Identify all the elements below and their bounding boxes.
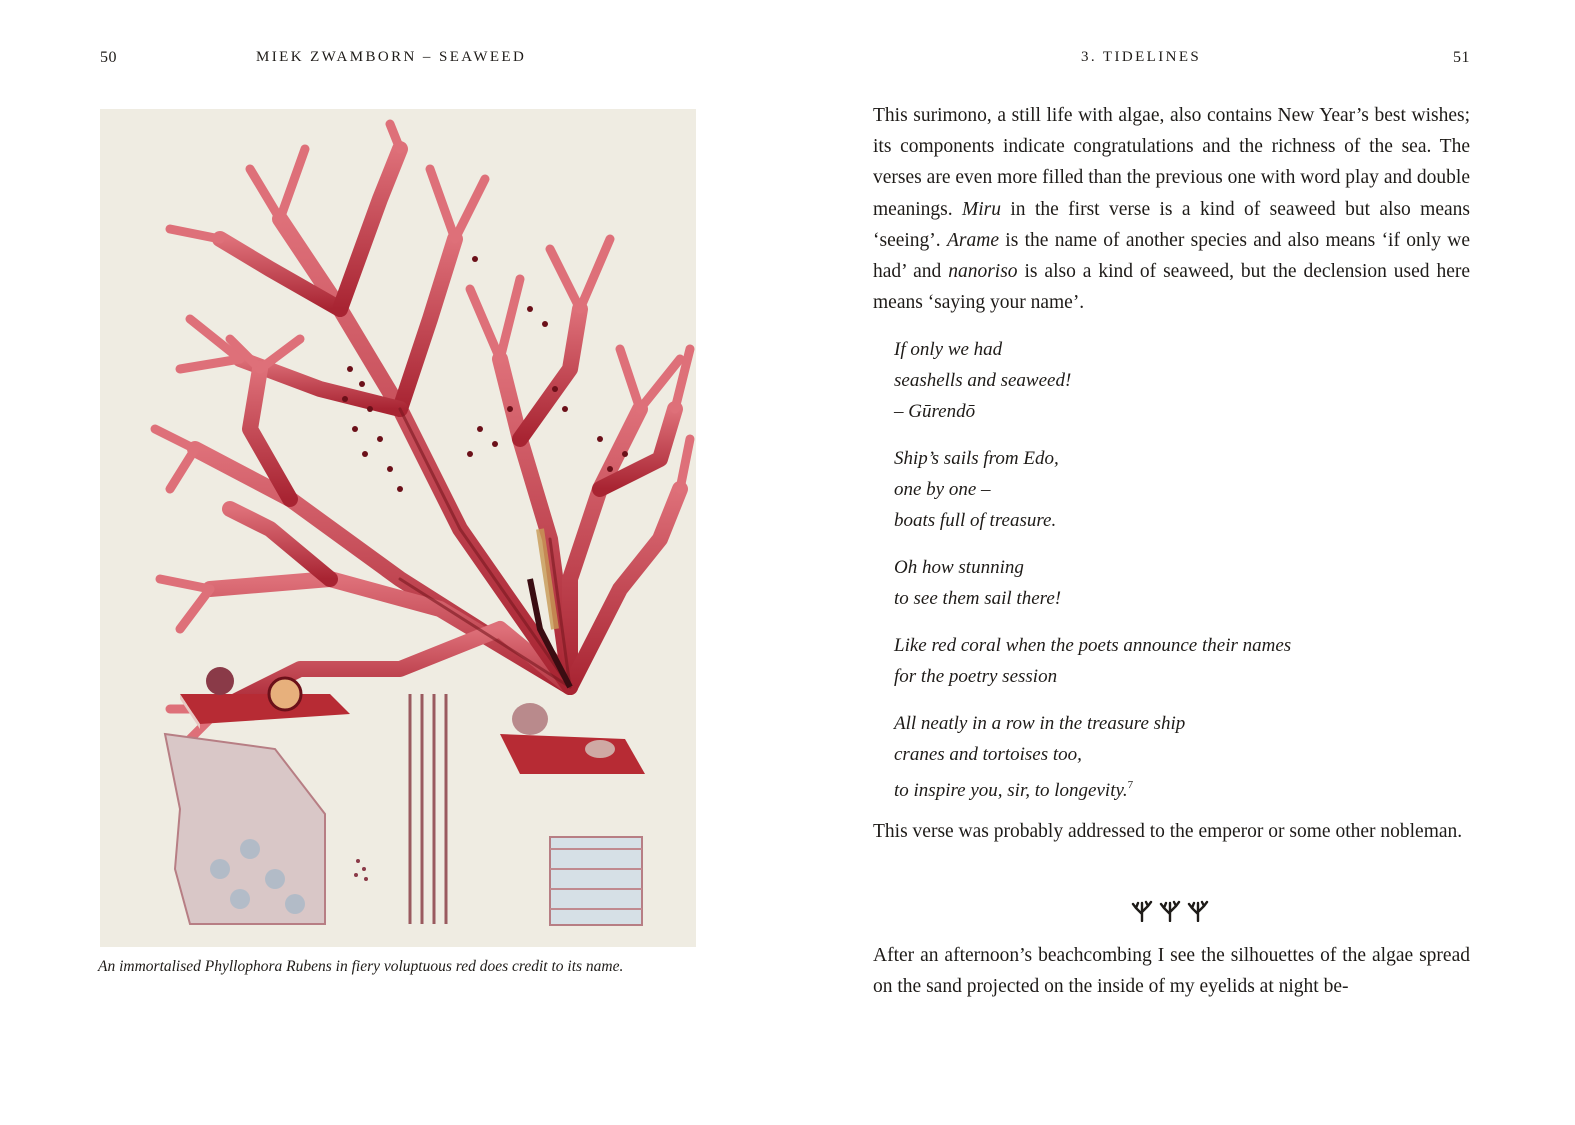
page-number-left: 50 — [100, 49, 117, 66]
right-page — [787, 0, 1575, 1125]
seaweed-sprig-icon — [1131, 900, 1153, 922]
term-miru: Miru — [962, 198, 1001, 220]
seaweed-illustration-plate — [100, 109, 696, 947]
seaweed-sprig-icon — [1187, 900, 1209, 922]
section-break-ornament — [1125, 900, 1215, 922]
verse-stanza-2: Ship’s sails from Edo, one by one – boats full of treasure. — [894, 448, 1059, 532]
running-head-right: 3. TIDELINES — [1081, 49, 1202, 65]
tissue-section-right — [550, 837, 642, 925]
verse-stanza-3: Oh how stunning to see them sail there! — [894, 557, 1062, 610]
term-arame: Arame — [947, 229, 999, 251]
paragraph-emperor: This verse was probably addressed to the emperor or some other nobleman. — [873, 821, 1463, 842]
verse-stanza-4: Like red coral when the poets announce their names for the poetry session — [894, 635, 1292, 688]
paragraph-surimono: This surimono, a still life with algae, also contains New Year’s best wishes; its components indicate congratulations and the richness of the sea. The verses are even more filled than the previous one with word play and double meanings. Miru in the first verse is a kind of seaweed but also means ‘seeing’. Arame is the name of another species and also means ‘if only we had’ and nanoriso is also a kind of seaweed, but the declension used here means ‘saying your name’. — [873, 105, 1471, 314]
running-head-left: MIEK ZWAMBORN – SEAWEED — [256, 49, 527, 65]
footnote-marker: 7 — [1127, 779, 1134, 792]
verse-stanza-5: All neatly in a row in the treasure ship cranes and tortoises too, to inspire you, sir, to longevity.$^7$ — [894, 713, 1186, 802]
paragraph-beachcombing: After an afternoon’s beachcombing I see the silhouettes of the algae spread on the sand projected on the inside of my eyelids at night be- — [873, 945, 1470, 998]
term-nanoriso: nanoriso — [948, 261, 1018, 283]
phyllophora-rubens-illustration — [100, 109, 696, 947]
verse-stanza-1: If only we had seashells and seaweed! – Gūrendō — [894, 339, 1072, 423]
seaweed-sprig-icon — [1159, 900, 1181, 922]
specimen-slab-right — [500, 703, 645, 774]
seaweed-fronds — [155, 124, 690, 739]
page-number-right: 51 — [1453, 49, 1470, 66]
specimen-columns — [410, 694, 446, 924]
left-page — [0, 0, 787, 1125]
figure-caption: An immortalised Phyllophora Rubens in fiery voluptuous red does credit to its name. — [98, 958, 624, 975]
